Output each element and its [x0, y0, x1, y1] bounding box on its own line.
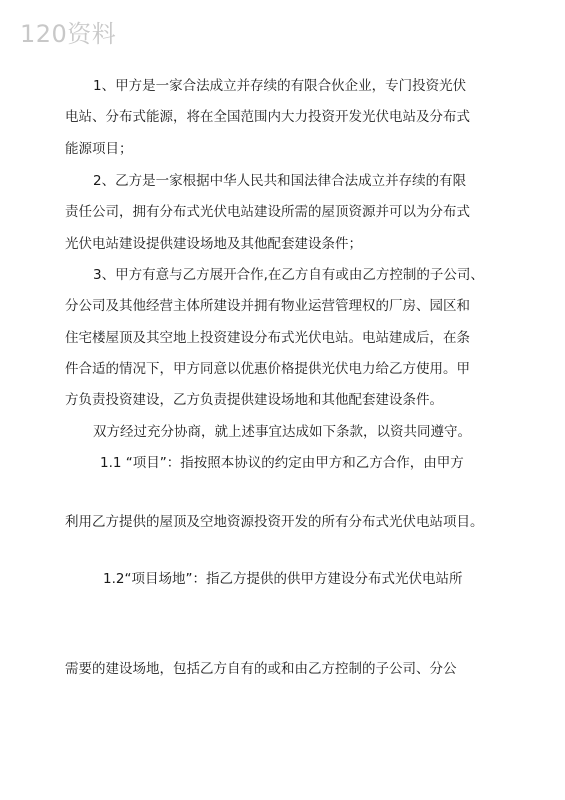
clause-1-line-2: 电站、分布式能源，将在全国范围内大力投资开发光伏电站及分布式 — [65, 109, 470, 125]
clause-2-line-3: 光伏电站建设提供建设场地及其他配套建设条件； — [65, 236, 362, 252]
clause-2-line-1: 2、乙方是一家根据中华人民共和国法律合法成立并存续的有限 — [93, 173, 467, 189]
definition-1-1-line-2: 利用乙方提供的屋顶及空地资源投资开发的所有分布式光伏电站项目。 — [65, 514, 484, 530]
watermark-logo-text: 120资料 — [20, 20, 117, 48]
clause-3-line-5: 方负责投资建设，乙方负责提供建设场地和其他配套建设条件。 — [65, 392, 443, 408]
definition-1-2-line-1: 1.2“项目场地”：指乙方提供的供甲方建设分布式光伏电站所 — [103, 571, 463, 587]
clause-3-line-2: 分公司及其他经营主体所建设并拥有物业运营管理权的厂房、园区和 — [65, 298, 470, 314]
clause-3-line-4: 件合适的情况下，甲方同意以优惠价格提供光伏电力给乙方使用。甲 — [65, 361, 470, 377]
clause-2-line-2: 责任公司，拥有分布式光伏电站建设所需的屋顶资源并可以为分布式 — [65, 204, 470, 220]
definition-1-1-line-1: 1.1 “项目”：指按照本协议的约定由甲方和乙方合作，由甲方 — [100, 455, 464, 471]
definition-1-2-line-2: 需要的建设场地，包括乙方自有的或和由乙方控制的子公司、分公 — [65, 661, 457, 677]
clause-3-line-3: 住宅楼屋顶及其空地上投资建设分布式光伏电站。电站建成后，在条 — [65, 330, 470, 346]
clause-3-line-1: 3、甲方有意与乙方展开合作,在乙方自有或由乙方控制的子公司、 — [93, 267, 484, 283]
clause-1-line-3: 能源项目； — [65, 141, 133, 157]
clause-1-line-1: 1、甲方是一家合法成立并存续的有限合伙企业，专门投资光伏 — [93, 78, 467, 94]
agreement-intro: 双方经过充分协商，就上述事宜达成如下条款，以资共同遵守。 — [93, 424, 471, 440]
